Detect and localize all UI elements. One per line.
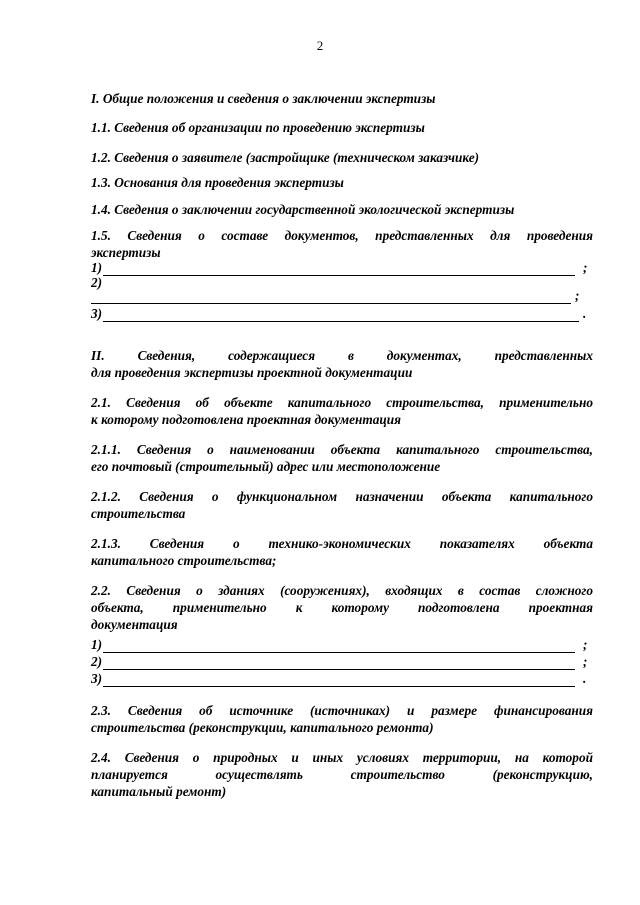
list-end-mark: ; — [575, 288, 580, 303]
list-number: 1) — [91, 260, 103, 275]
item-2-1-1-line: его почтовый (строительный) адрес или местоположение — [91, 459, 441, 474]
list-number: 3) — [91, 671, 103, 686]
fill-in-line[interactable] — [91, 290, 593, 304]
item-1-1: 1.1. Сведения об организации по проведению экспертизы — [91, 120, 425, 135]
list-end-mark: . — [583, 671, 587, 686]
item-2-2-line: объекта, применительно к которому подготовлена проектная — [91, 600, 593, 615]
item-1-5-line: 1.5. Сведения о составе документов, представленных для проведения — [91, 228, 593, 243]
list-number: 1) — [91, 637, 103, 652]
item-2-4-line: 2.4. Сведения о природных и иных условиях территории, на которой — [91, 750, 593, 765]
fill-in-line[interactable] — [91, 636, 593, 653]
list-end-mark: ; — [583, 654, 588, 669]
fill-in-line — [91, 274, 593, 291]
item-2-1-1 — [91, 441, 593, 475]
item-2-3-line: строительства (реконструкции, капитального ремонта) — [91, 720, 434, 735]
item-2-2-line: 2.2. Сведения о зданиях (сооружениях), входящих в состав сложного — [91, 583, 593, 598]
underline-field[interactable] — [91, 303, 571, 304]
item-2-3-line: 2.3. Сведения об источнике (источниках) и размере финансирования — [91, 703, 593, 718]
item-1-3: 1.3. Основания для проведения экспертизы — [91, 175, 344, 190]
section-1-title: I. Общие положения и сведения о заключении экспертизы — [91, 91, 436, 106]
item-1-5 — [91, 227, 593, 322]
item-2-4-line: планируется осуществлять строительство (реконструкцию, — [91, 767, 593, 782]
list-number: 2) — [91, 654, 103, 669]
item-2-1-2-line: строительства — [91, 506, 186, 521]
list-number: 3) — [91, 306, 103, 321]
underline-field[interactable] — [103, 308, 579, 322]
item-2-4 — [91, 749, 593, 800]
fill-in-line[interactable] — [91, 670, 593, 687]
page-number: 2 — [316, 38, 324, 53]
item-2-1 — [91, 394, 593, 428]
item-2-3 — [91, 702, 593, 736]
list-number: 2) — [91, 275, 103, 290]
fill-in-line[interactable] — [91, 259, 593, 276]
item-2-1-line: к которому подготовлена проектная документация — [91, 412, 402, 427]
list-end-mark: . — [583, 306, 587, 321]
fill-in-line[interactable] — [91, 305, 593, 322]
item-2-1-line: 2.1. Сведения об объекте капитального строительства, применительно — [91, 395, 593, 410]
item-2-1-3-line: 2.1.3. Сведения о технико-экономических показателях объекта — [91, 536, 593, 551]
item-2-2-line: документация — [91, 617, 178, 632]
item-2-1-3-line: капитального строительства; — [91, 553, 277, 568]
underline-field[interactable] — [103, 673, 575, 687]
underline-field[interactable] — [103, 656, 575, 670]
item-2-1-2 — [91, 488, 593, 522]
section-2-title — [91, 347, 593, 381]
item-2-4-line: капитальный ремонт) — [91, 784, 227, 799]
item-2-2 — [91, 582, 593, 687]
fill-in-line[interactable] — [91, 653, 593, 670]
item-2-1-3 — [91, 535, 593, 569]
item-2-1-2-line: 2.1.2. Сведения о функциональном назначении объекта капитального — [91, 489, 593, 504]
list-end-mark: ; — [583, 637, 588, 652]
list-end-mark: ; — [583, 260, 588, 275]
item-1-5-line: экспертизы — [91, 245, 161, 260]
section-2-title-line: для проведения экспертизы проектной документации — [91, 365, 413, 380]
underline-field[interactable] — [103, 639, 575, 653]
item-1-4: 1.4. Сведения о заключении государственной экологической экспертизы — [91, 202, 515, 217]
document-body — [91, 90, 593, 800]
item-2-1-1-line: 2.1.1. Сведения о наименовании объекта капитального строительства, — [91, 442, 593, 457]
section-2-title-line: II. Сведения, содержащиеся в документах, представленных — [91, 348, 593, 363]
underline-field[interactable] — [103, 262, 575, 276]
item-1-2: 1.2. Сведения о заявителе (застройщике (техническом заказчике) — [91, 150, 480, 165]
